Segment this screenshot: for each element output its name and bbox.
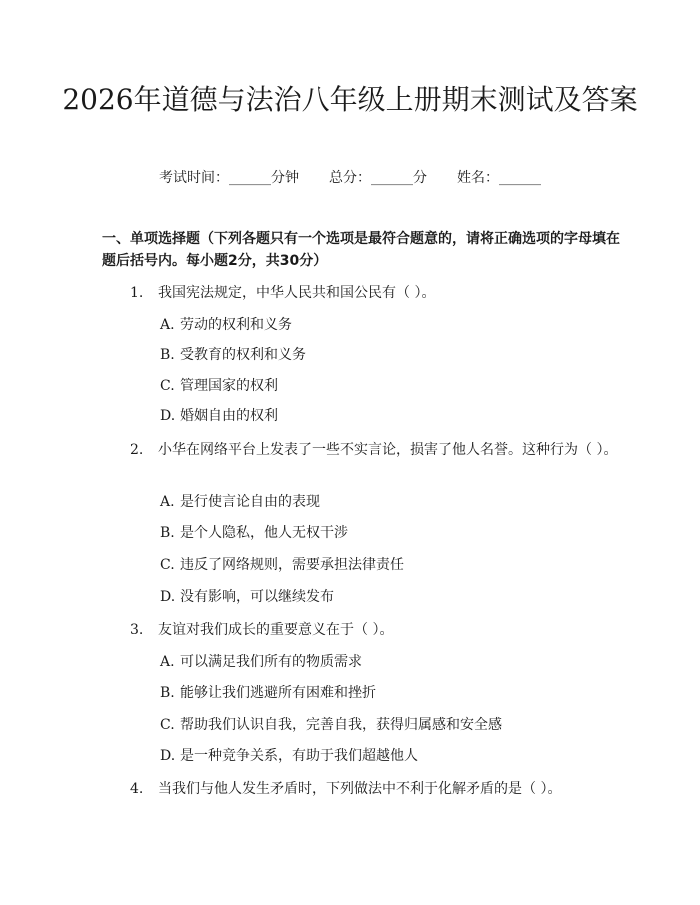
option-3c: C. 帮助我们认识自我，完善自我，获得归属感和安全感 (160, 717, 502, 733)
question-4 (102, 778, 622, 800)
total-score-field: 总分：______分 (329, 170, 427, 186)
section-heading: 一、单项选择题（下列各题只有一个选项是最符合题意的，请将正确选项的字母填在题后括号内。每小题2分，共30分） (102, 231, 620, 269)
option-3a: A. 可以满足我们所有的物质需求 (160, 654, 362, 670)
question-1 (102, 282, 622, 304)
question-number: 4. (130, 781, 144, 797)
question-number: 1. (130, 285, 144, 301)
document-title: 2026年道德与法治八年级上册期末测试及答案 (62, 83, 638, 116)
question-3 (102, 619, 622, 641)
question-text: 当我们与他人发生矛盾时，下列做法中不利于化解矛盾的是（ ）。 (158, 781, 562, 797)
question-text: 友谊对我们成长的重要意义在于（ ）。 (158, 622, 394, 638)
option-1d: D. 婚姻自由的权利 (160, 408, 278, 424)
option-3d: D. 是一种竞争关系，有助于我们超越他人 (160, 748, 418, 764)
question-text: 小华在网络平台上发表了一些不实言论，损害了他人名誉。这种行为（ ）。 (158, 442, 618, 458)
option-2d: D. 没有影响，可以继续发布 (160, 589, 334, 605)
option-2b: B. 是个人隐私，他人无权干涉 (160, 525, 348, 541)
question-number: 2. (130, 442, 144, 458)
option-3b: B. 能够让我们逃避所有困难和挫折 (160, 685, 376, 701)
exam-meta (0, 168, 700, 188)
question-number: 3. (130, 622, 144, 638)
exam-time-field: 考试时间：______分钟 (159, 170, 299, 186)
question-2 (102, 439, 622, 461)
option-2c: C. 违反了网络规则，需要承担法律责任 (160, 557, 404, 573)
option-1b: B. 受教育的权利和义务 (160, 347, 306, 363)
option-1c: C. 管理国家的权利 (160, 378, 278, 394)
option-2a: A. 是行使言论自由的表现 (160, 494, 320, 510)
name-field: 姓名：______ (457, 170, 541, 186)
option-1a: A. 劳动的权利和义务 (160, 317, 292, 333)
question-text: 我国宪法规定，中华人民共和国公民有（ ）。 (158, 285, 436, 301)
